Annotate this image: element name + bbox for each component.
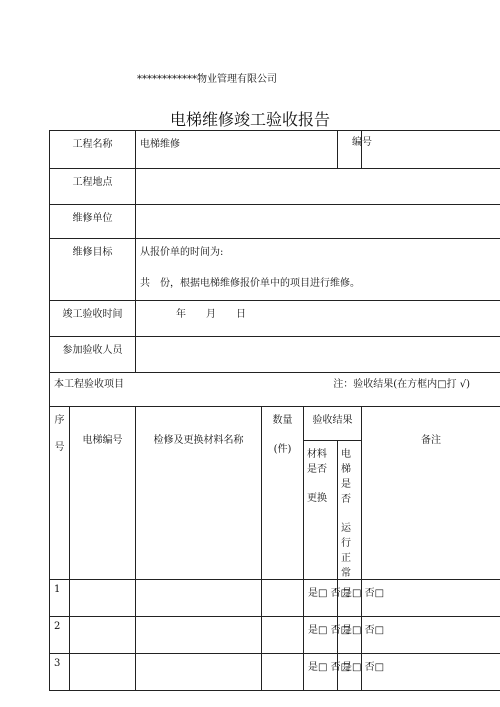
col-result-header: 验收结果 <box>304 407 362 441</box>
row-1-materials[interactable] <box>136 580 262 617</box>
project-name-label: 工程名称 <box>50 131 136 169</box>
col-materials-header: 检修及更换材料名称 <box>136 407 262 580</box>
row-3-running-normal-check[interactable]: 是□ 否□ <box>338 654 362 691</box>
target-line-2: 共 份，根据电梯维修报价单中的项目进行维修。 <box>140 278 360 289</box>
row-3-materials[interactable] <box>136 654 262 691</box>
acceptance-time-label: 竣工验收时间 <box>50 301 136 337</box>
row-2-running-normal-check[interactable]: 是□ 否□ <box>338 617 362 654</box>
location-value[interactable] <box>136 169 500 205</box>
items-header-row <box>50 373 500 407</box>
row-1-material-replaced-check[interactable]: 是□ 否□ <box>304 580 338 617</box>
participants-label: 参加验收人员 <box>50 337 136 373</box>
project-name-value[interactable]: 电梯维修 <box>136 131 338 169</box>
items-label: 本工程验收项目 <box>54 379 124 390</box>
col-qty-header: 数量 (件) <box>262 407 304 580</box>
row-3-seq: 3 <box>50 654 70 691</box>
row-2-qty[interactable] <box>262 617 304 654</box>
row-2-materials[interactable] <box>136 617 262 654</box>
participants-value[interactable] <box>136 337 500 373</box>
row-1-elevator-no[interactable] <box>70 580 136 617</box>
row-3-elevator-no[interactable] <box>70 654 136 691</box>
row-2-elevator-no[interactable] <box>70 617 136 654</box>
col-seq-header: 序 号 <box>50 407 70 580</box>
row-1-qty[interactable] <box>262 580 304 617</box>
target-line-1: 从报价单的时间为: <box>140 247 224 258</box>
number-label-text: 编号 <box>352 137 372 148</box>
repair-unit-value[interactable] <box>136 205 500 239</box>
row-2-material-replaced-check[interactable]: 是□ 否□ <box>304 617 338 654</box>
report-title: 电梯维修竣工验收报告 <box>169 110 330 129</box>
repair-unit-label: 维修单位 <box>50 205 136 239</box>
col-remarks-header: 备注 <box>362 407 500 580</box>
acceptance-time-value[interactable]: 年 月 日 <box>136 301 500 337</box>
row-3-material-replaced-check[interactable]: 是□ 否□ <box>304 654 338 691</box>
col-running-normal-header: 电梯是否 运行正常 <box>338 441 362 580</box>
col-elevator-no-header: 电梯编号 <box>70 407 136 580</box>
company-name: ************物业管理有限公司 <box>137 74 277 85</box>
number-value-cell[interactable] <box>362 131 500 169</box>
repair-target-label: 维修目标 <box>50 239 136 301</box>
row-1-seq: 1 <box>50 580 70 617</box>
row-1-running-normal-check[interactable]: 是□ 否□ <box>338 580 362 617</box>
items-note: 注：验收结果(在方框内□打 √) <box>333 379 471 390</box>
row-3-qty[interactable] <box>262 654 304 691</box>
col-material-replaced-header: 材料是否 更换 <box>304 441 338 580</box>
row-2-seq: 2 <box>50 617 70 654</box>
report-form <box>49 130 500 691</box>
location-label: 工程地点 <box>50 169 136 205</box>
repair-target-value[interactable] <box>136 239 500 301</box>
